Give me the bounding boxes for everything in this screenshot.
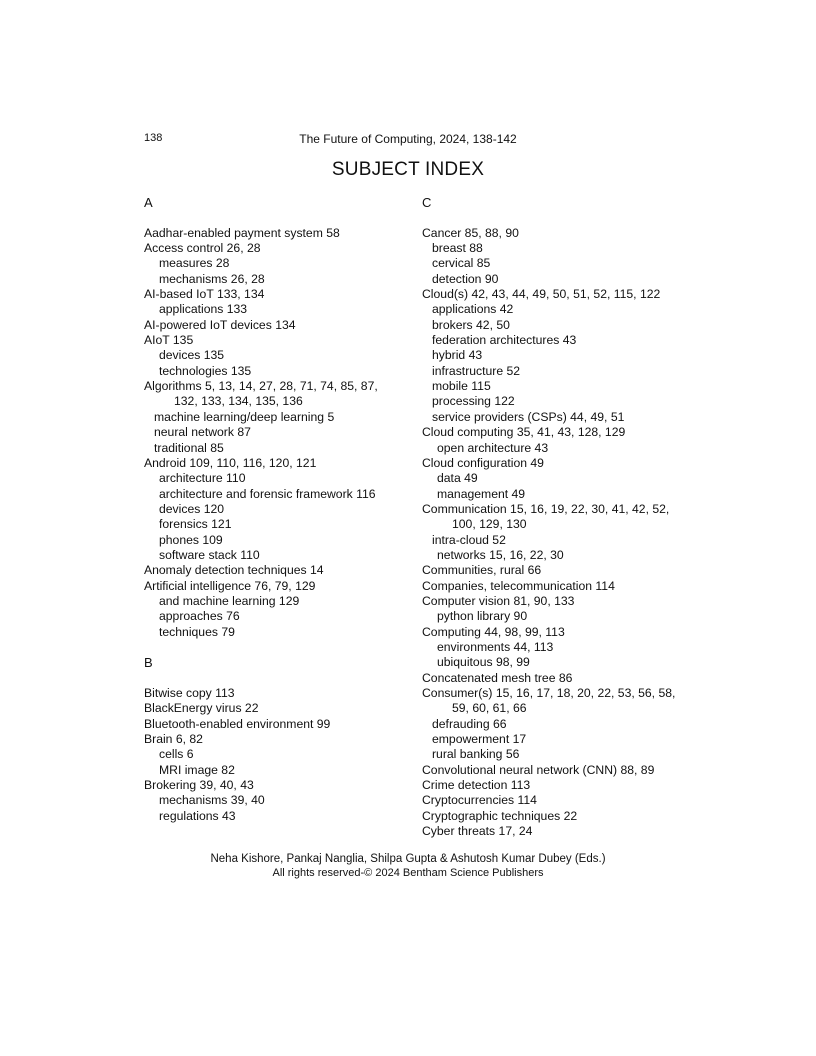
index-entry: AI-powered IoT devices 134 [144, 317, 296, 332]
index-subentry: empowerment 17 [432, 732, 527, 747]
running-header: The Future of Computing, 2024, 138-142 [299, 132, 517, 146]
index-entry: AIoT 135 [144, 333, 194, 348]
index-entry: Bluetooth-enabled environment 99 [144, 716, 331, 731]
index-entry: AI-based IoT 133, 134 [144, 287, 265, 302]
index-entry: Cryptocurrencies 114 [422, 793, 537, 808]
index-subentry: open architecture 43 [437, 440, 549, 455]
index-entry: Consumer(s) 15, 16, 17, 18, 20, 22, 53, 56, 58, [422, 686, 676, 700]
index-subentry: mobile 115 [432, 379, 491, 394]
index-subentry: software stack 110 [159, 547, 260, 562]
index-entry: Android 109, 110, 116, 120, 121 [144, 455, 317, 470]
index-subentry: breast 88 [432, 241, 483, 256]
index-entry: Bitwise copy 113 [144, 686, 235, 700]
index-entry: Aadhar-enabled payment system 58 [144, 225, 340, 240]
index-subentry: techniques 79 [159, 624, 235, 639]
index-entry: Cloud configuration 49 [422, 455, 544, 470]
footer-editors: Neha Kishore, Pankaj Nanglia, Shilpa Gupta & Ashutosh Kumar Dubey (Eds.) [210, 853, 606, 865]
index-entry: Concatenated mesh tree 86 [422, 670, 573, 685]
index-subentry: devices 135 [159, 348, 225, 363]
index-subentry: applications 133 [159, 302, 248, 317]
index-subentry: intra-cloud 52 [432, 532, 506, 547]
page-title: SUBJECT INDEX [331, 159, 485, 180]
index-subentry: detection 90 [432, 271, 499, 286]
index-subentry: hybrid 43 [432, 348, 483, 363]
index-subentry: applications 42 [432, 302, 514, 317]
index-subentry: data 49 [437, 471, 478, 486]
section-letter-a: A [144, 195, 153, 210]
index-entry: Cancer 85, 88, 90 [422, 225, 519, 240]
index-entry: Communication 15, 16, 19, 22, 30, 41, 42, 52, [422, 501, 670, 516]
index-entry: Cryptographic techniques 22 [422, 808, 578, 823]
index-subentry: processing 122 [432, 394, 515, 409]
index-subentry: brokers 42, 50 [432, 317, 510, 332]
index-entry: Companies, telecommunication 114 [422, 578, 615, 593]
index-entry: Brokering 39, 40, 43 [144, 778, 254, 793]
index-entry: Artificial intelligence 76, 79, 129 [144, 578, 316, 593]
index-column-right [422, 195, 692, 839]
index-subentry: regulations 43 [159, 808, 236, 823]
index-subentry: traditional 85 [154, 440, 224, 455]
footer-copyright: All rights reserved-© 2024 Bentham Science Publishers [272, 867, 544, 879]
index-entry: Cloud(s) 42, 43, 44, 49, 50, 51, 52, 115, 122 [422, 287, 661, 302]
index-subentry: architecture and forensic framework 116 [159, 486, 376, 501]
index-entry-continuation: 100, 129, 130 [452, 517, 527, 532]
index-subentry: machine learning/deep learning 5 [154, 409, 335, 424]
index-subentry: rural banking 56 [432, 747, 520, 762]
index-entry: Anomaly detection techniques 14 [144, 563, 324, 578]
index-subentry: cells 6 [159, 747, 194, 762]
index-entry-continuation: 59, 60, 61, 66 [452, 701, 527, 716]
index-subentry: devices 120 [159, 501, 225, 516]
index-subentry: defrauding 66 [432, 716, 507, 731]
index-subentry: environments 44, 113 [437, 639, 554, 654]
section-letter-c: C [422, 195, 432, 210]
index-subentry: phones 109 [159, 532, 223, 547]
index-subentry: measures 28 [159, 256, 230, 271]
index-subentry: networks 15, 16, 22, 30 [437, 547, 564, 562]
index-subentry: mechanisms 26, 28 [159, 271, 265, 286]
index-subentry: federation architectures 43 [432, 333, 577, 348]
index-entry: Cloud computing 35, 41, 43, 128, 129 [422, 425, 626, 440]
index-entry: Algorithms 5, 13, 14, 27, 28, 71, 74, 85, 87, [144, 379, 378, 394]
index-subentry: infrastructure 52 [432, 363, 521, 378]
index-subentry: MRI image 82 [159, 762, 235, 777]
index-subentry: ubiquitous 98, 99 [437, 655, 530, 670]
index-subentry: and machine learning 129 [159, 593, 300, 608]
index-entry: Crime detection 113 [422, 778, 531, 793]
index-entry: BlackEnergy virus 22 [144, 701, 259, 716]
index-entry: Cyber threats 17, 24 [422, 824, 533, 839]
index-subentry: approaches 76 [159, 609, 240, 624]
index-entry: Brain 6, 82 [144, 732, 203, 747]
index-subentry: cervical 85 [432, 256, 491, 271]
index-subentry: architecture 110 [159, 471, 246, 486]
index-entry: Access control 26, 28 [144, 241, 261, 256]
section-letter-b: B [144, 655, 153, 671]
index-subentry: mechanisms 39, 40 [159, 793, 265, 808]
index-subentry: service providers (CSPs) 44, 49, 51 [432, 409, 625, 424]
page-number: 138 [144, 132, 163, 144]
index-subentry: management 49 [437, 486, 526, 501]
index-entry: Convolutional neural network (CNN) 88, 89 [422, 762, 655, 777]
index-subentry: neural network 87 [154, 425, 251, 440]
index-entry: Computing 44, 98, 99, 113 [422, 624, 565, 639]
index-entry-continuation: 132, 133, 134, 135, 136 [174, 394, 303, 409]
index-entry: Communities, rural 66 [422, 563, 542, 578]
index-column-left [144, 195, 404, 824]
index-subentry: technologies 135 [159, 363, 252, 378]
index-subentry: python library 90 [437, 609, 528, 624]
index-entry: Computer vision 81, 90, 133 [422, 593, 575, 608]
index-subentry: forensics 121 [159, 517, 232, 532]
